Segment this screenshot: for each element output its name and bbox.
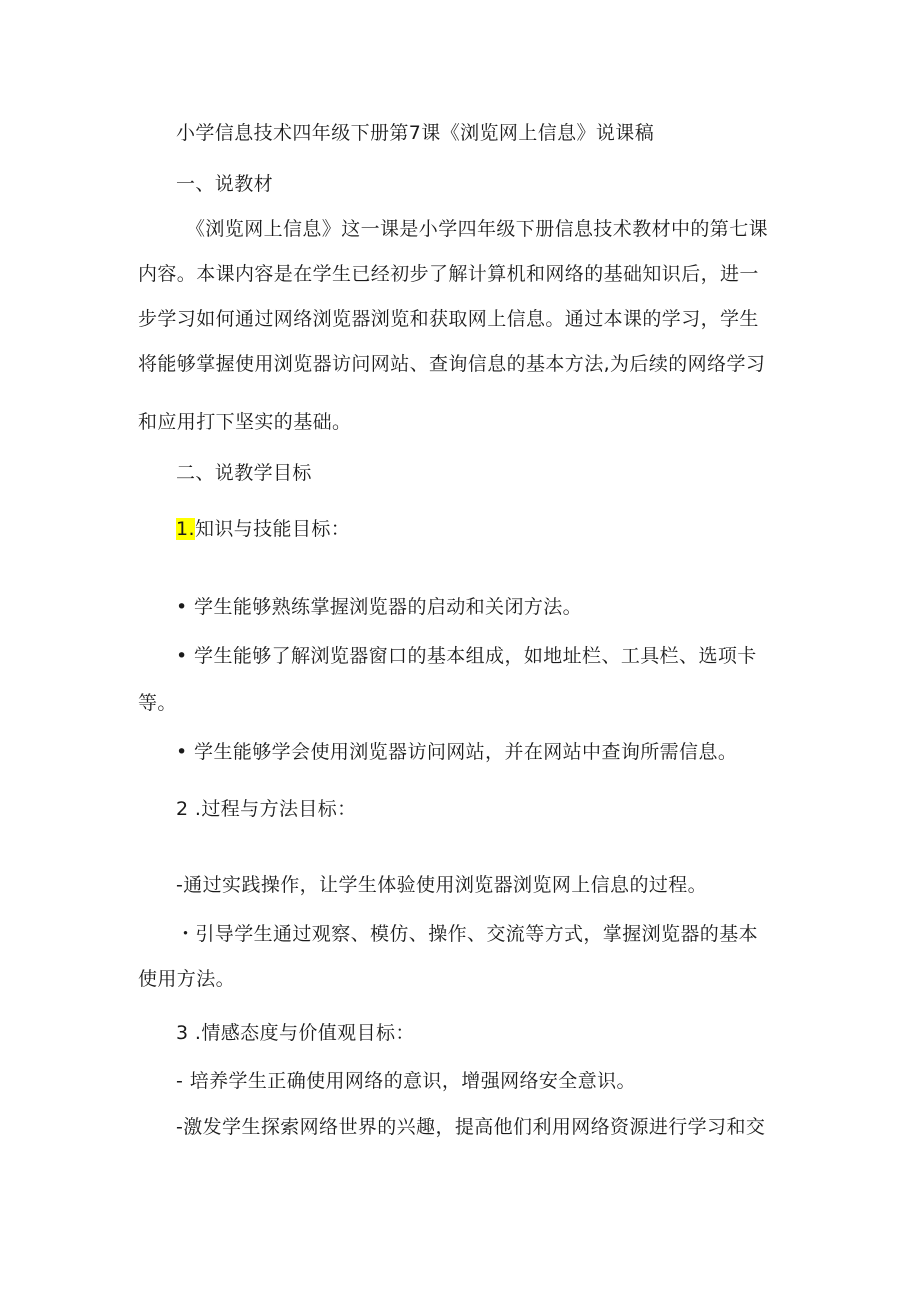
attitude-item: -激发学生探索网络世界的兴趣，提高他们利用网络资源进行学习和交 bbox=[176, 1116, 766, 1138]
paragraph-line: 步学习如何通过网络浏览器浏览和获取网上信息。通过本课的学习，学生 bbox=[138, 308, 759, 330]
bullet-item: • 学生能够了解浏览器窗口的基本组成，如地址栏、工具栏、选项卡 bbox=[176, 645, 757, 667]
paragraph-line: 内容。本课内容是在学生已经初步了解计算机和网络的基础知识后，进一 bbox=[138, 263, 759, 285]
goal-heading-process: 2 .过程与方法目标： bbox=[176, 798, 357, 820]
process-item: -通过实践操作，让学生体验使用浏览器浏览网上信息的过程。 bbox=[176, 874, 708, 896]
paragraph-line: 将能够掌握使用浏览器访问网站、查询信息的基本方法,为后续的网络学习 bbox=[138, 353, 766, 375]
bullet-item: • 学生能够熟练掌握浏览器的启动和关闭方法。 bbox=[176, 596, 583, 618]
paragraph-line: 《浏览网上信息》这一课是小学四年级下册信息技术教材中的第七课 bbox=[186, 218, 769, 240]
goal-heading-attitude: 3 .情感态度与价值观目标： bbox=[176, 1022, 415, 1044]
process-item: ・引导学生通过观察、模仿、操作、交流等方式，掌握浏览器的基本 bbox=[176, 923, 759, 945]
bullet-item: • 学生能够学会使用浏览器访问网站，并在网站中查询所需信息。 bbox=[176, 741, 738, 763]
document-title: 小学信息技术四年级下册第7课《浏览网上信息》说课稿 bbox=[176, 122, 655, 144]
paragraph-line: 和应用打下坚实的基础。 bbox=[138, 411, 352, 433]
goal-label: 知识与技能目标： bbox=[194, 518, 351, 540]
goal-number-highlight: 1. bbox=[176, 518, 195, 540]
bullet-item-continuation: 等。 bbox=[138, 692, 177, 714]
section-heading-materials: 一、说教材 bbox=[176, 173, 274, 195]
process-item-continuation: 使用方法。 bbox=[138, 968, 236, 990]
attitude-item: - 培养学生正确使用网络的意识，增强网络安全意识。 bbox=[176, 1070, 636, 1092]
goal-heading-knowledge bbox=[176, 517, 350, 541]
section-heading-goals: 二、说教学目标 bbox=[176, 462, 312, 484]
